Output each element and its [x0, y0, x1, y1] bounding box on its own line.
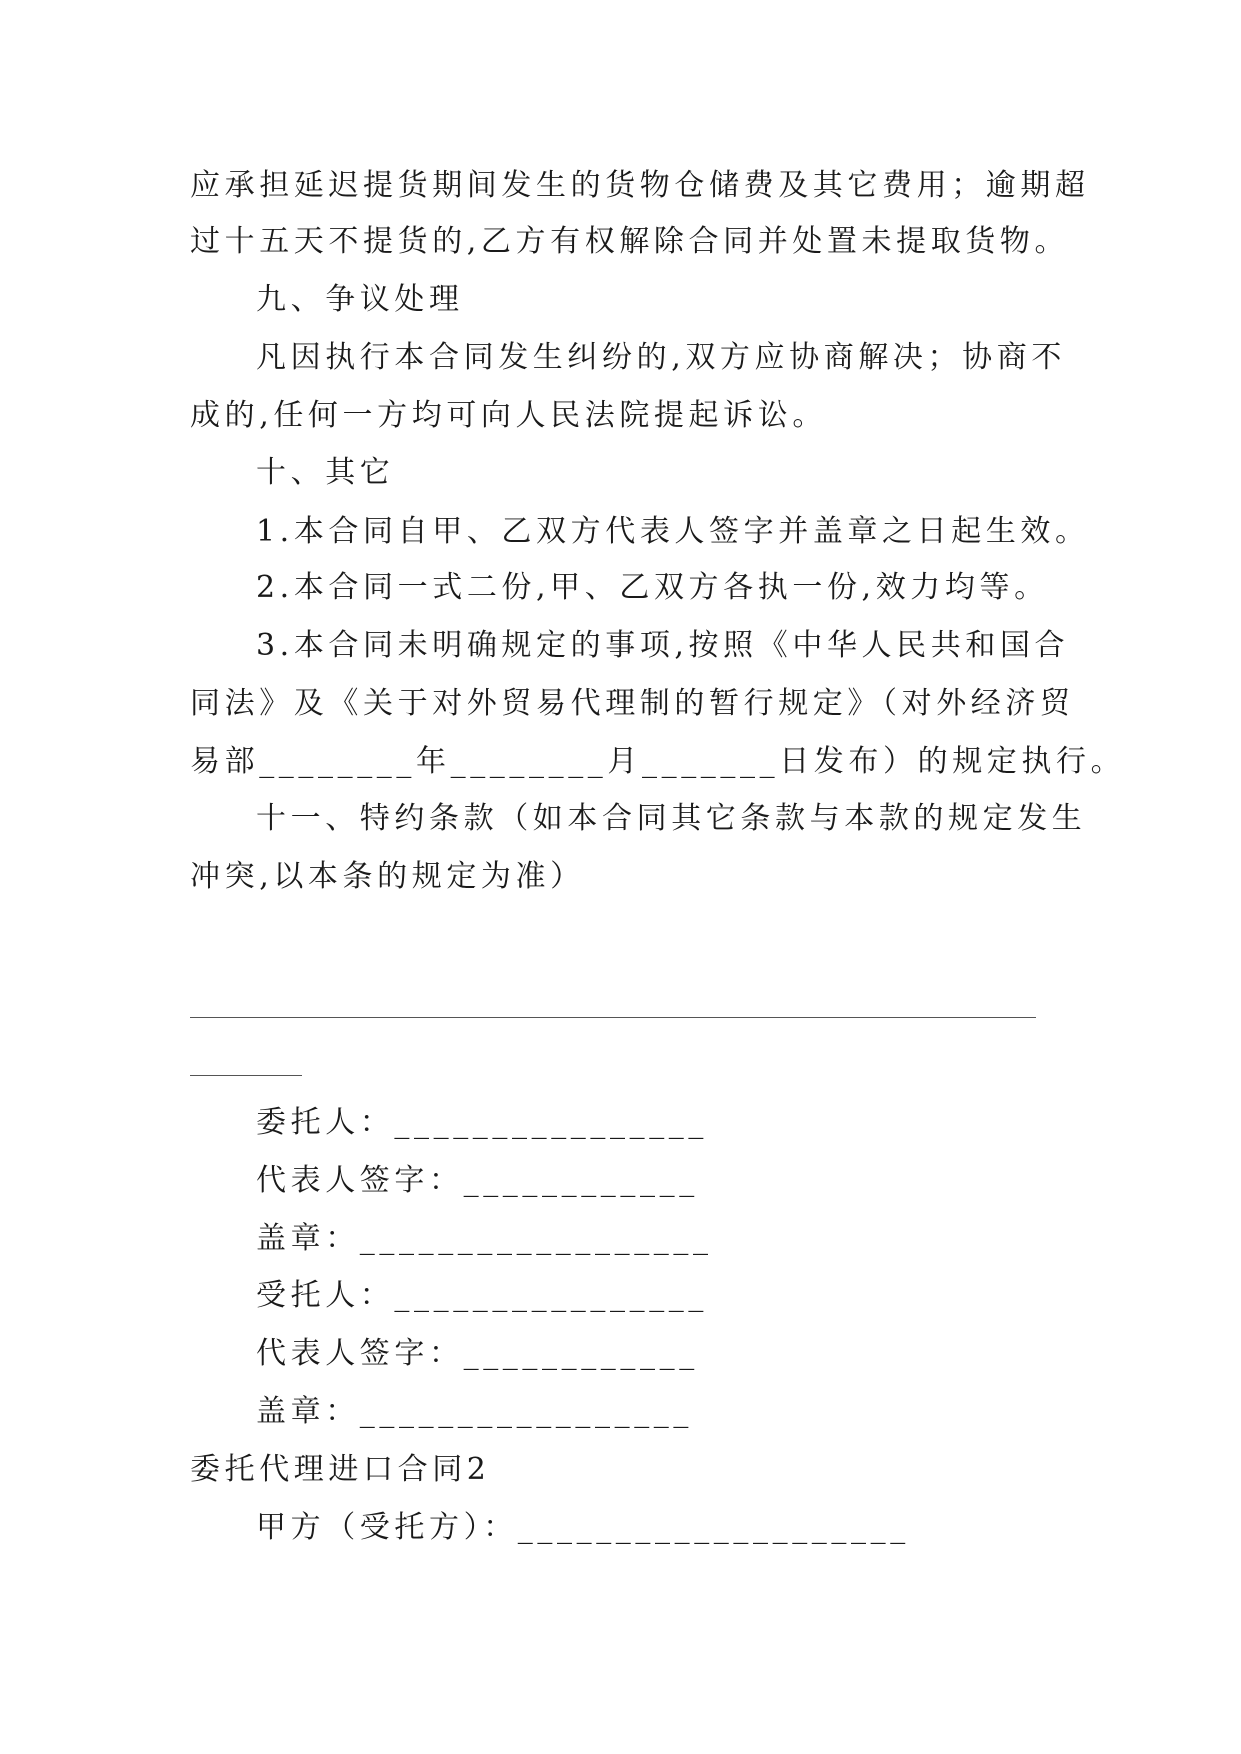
blank-fill-line — [190, 1017, 1036, 1018]
signature-field-representative: 代表人签字：____________ — [256, 1336, 699, 1371]
party-field: 甲方（受托方）：____________________ — [256, 1510, 910, 1545]
clause-line: 2.本合同一式二份,甲、乙双方各执一份,效力均等。 — [256, 570, 1049, 605]
clause-line: 3.本合同未明确规定的事项,按照《中华人民共和国合 — [256, 628, 1070, 663]
clause-line: 1.本合同自甲、乙双方代表人签字并盖章之日起生效。 — [256, 514, 1090, 549]
paragraph-line: 同法》及《关于对外贸易代理制的暂行规定》（对外经济贸 — [190, 686, 1075, 721]
signature-field-seal: 盖章：__________________ — [256, 1221, 713, 1256]
paragraph-line: 过十五天不提货的,乙方有权解除合同并处置未提取货物。 — [190, 224, 1070, 259]
section-heading: 十一、特约条款（如本合同其它条款与本款的规定发生 — [256, 801, 1087, 836]
paragraph-line: 凡因执行本合同发生纠纷的,双方应协商解决；协商不 — [256, 340, 1066, 375]
paragraph-line: 易部________年________月_______日发布）的规定执行。 — [190, 744, 1126, 779]
document-title: 委托代理进口合同2 — [190, 1452, 491, 1487]
signature-field-principal: 委托人：________________ — [256, 1105, 708, 1140]
signature-field-seal: 盖章：_________________ — [256, 1394, 693, 1429]
paragraph-line: 冲突,以本条的规定为准） — [190, 859, 585, 894]
blank-fill-line — [190, 1075, 302, 1076]
paragraph-line: 成的,任何一方均可向人民法院提起诉讼。 — [190, 398, 827, 433]
signature-field-agent: 受托人：________________ — [256, 1278, 708, 1313]
signature-field-representative: 代表人签字：____________ — [256, 1163, 699, 1198]
section-heading: 十、其它 — [256, 455, 395, 490]
section-heading: 九、争议处理 — [256, 282, 464, 317]
paragraph-line: 应承担延迟提货期间发生的货物仓储费及其它费用；逾期超 — [190, 168, 1090, 203]
